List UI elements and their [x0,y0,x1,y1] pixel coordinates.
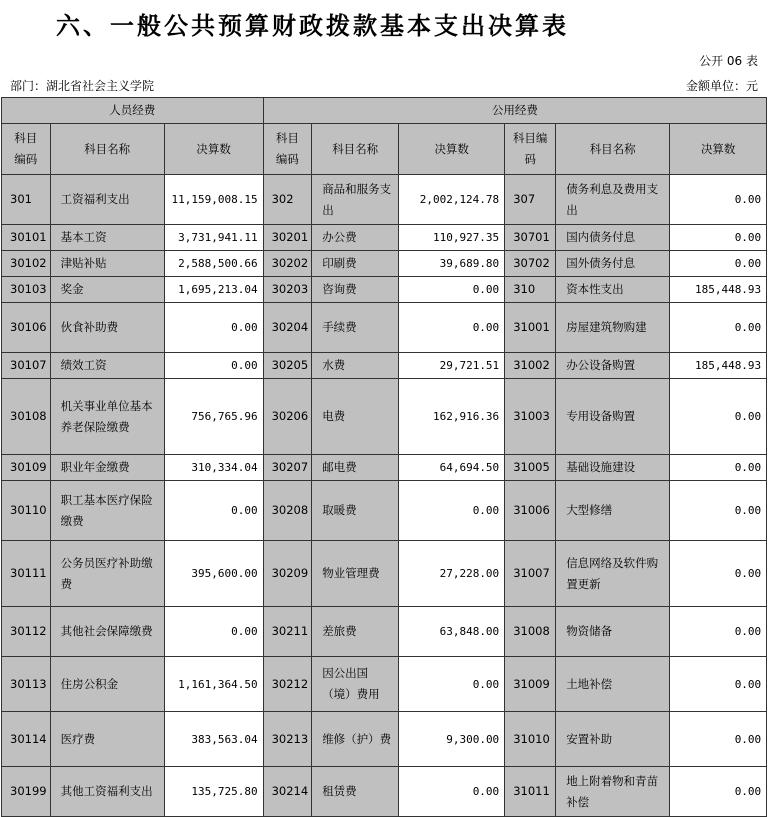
cell-name-2: 租赁费 [312,767,399,817]
cell-name-3: 专用设备购置 [556,379,670,455]
table-row [2,251,767,277]
col-header-code-3: 科目编 码 [505,124,556,175]
table-row [2,303,767,353]
cell-code-2: 302 [263,175,312,225]
cell-code-3: 31011 [505,767,556,817]
cell-amount-3: 0.00 [670,481,767,541]
cell-name-3: 物资储备 [556,607,670,657]
cell-code-1: 301 [2,175,51,225]
cell-amount-1: 395,600.00 [164,541,263,607]
cell-name-1: 津贴补贴 [50,251,164,277]
cell-amount-1: 1,695,213.04 [164,277,263,303]
cell-amount-2: 0.00 [399,767,505,817]
cell-amount-1: 11,159,008.15 [164,175,263,225]
cell-amount-3: 0.00 [670,251,767,277]
table-row [2,455,767,481]
cell-code-2: 30212 [263,657,312,712]
cell-amount-1: 0.00 [164,481,263,541]
cell-name-1: 职工基本医疗保险缴费 [50,481,164,541]
cell-code-3: 30701 [505,225,556,251]
cell-code-3: 31008 [505,607,556,657]
cell-name-2: 取暖费 [312,481,399,541]
cell-code-3: 307 [505,175,556,225]
cell-amount-3: 0.00 [670,225,767,251]
cell-code-2: 30201 [263,225,312,251]
cell-name-1: 奖金 [50,277,164,303]
cell-amount-3: 0.00 [670,303,767,353]
cell-name-1: 绩效工资 [50,353,164,379]
cell-name-3: 资本性支出 [556,277,670,303]
cell-name-1: 伙食补助费 [50,303,164,353]
cell-code-2: 30202 [263,251,312,277]
cell-amount-2: 162,916.36 [399,379,505,455]
cell-code-1: 30103 [2,277,51,303]
cell-name-1: 基本工资 [50,225,164,251]
cell-name-3: 大型修缮 [556,481,670,541]
cell-amount-3: 0.00 [670,379,767,455]
cell-name-3: 房屋建筑物购建 [556,303,670,353]
table-row [2,277,767,303]
col-header-name-3: 科目名称 [556,124,670,175]
cell-amount-2: 2,002,124.78 [399,175,505,225]
cell-name-1: 工资福利支出 [50,175,164,225]
cell-amount-3: 0.00 [670,767,767,817]
cell-amount-2: 29,721.51 [399,353,505,379]
cell-amount-2: 0.00 [399,277,505,303]
cell-code-2: 30205 [263,353,312,379]
cell-amount-1: 3,731,941.11 [164,225,263,251]
cell-name-3: 安置补助 [556,712,670,767]
cell-name-3: 债务利息及费用支出 [556,175,670,225]
cell-name-3: 地上附着物和青苗补偿 [556,767,670,817]
table-row [2,175,767,225]
cell-name-2: 手续费 [312,303,399,353]
cell-code-2: 30207 [263,455,312,481]
cell-name-2: 维修（护）费 [312,712,399,767]
cell-amount-3: 185,448.93 [670,353,767,379]
cell-code-1: 30110 [2,481,51,541]
cell-amount-2: 9,300.00 [399,712,505,767]
cell-code-2: 30211 [263,607,312,657]
cell-code-1: 30108 [2,379,51,455]
cell-amount-3: 185,448.93 [670,277,767,303]
cell-name-2: 物业管理费 [312,541,399,607]
cell-code-3: 31006 [505,481,556,541]
cell-amount-1: 2,588,500.66 [164,251,263,277]
cell-code-2: 30208 [263,481,312,541]
cell-name-2: 邮电费 [312,455,399,481]
cell-code-1: 30199 [2,767,51,817]
table-row [2,607,767,657]
cell-amount-1: 135,725.80 [164,767,263,817]
table-row [2,353,767,379]
cell-amount-3: 0.00 [670,657,767,712]
cell-code-2: 30204 [263,303,312,353]
cell-name-1: 其他工资福利支出 [50,767,164,817]
col-header-amount-1: 决算数 [164,124,263,175]
cell-code-2: 30203 [263,277,312,303]
cell-code-1: 30113 [2,657,51,712]
cell-amount-2: 27,228.00 [399,541,505,607]
cell-amount-3: 0.00 [670,455,767,481]
col-header-code-1: 科目 编码 [2,124,51,175]
cell-code-1: 30111 [2,541,51,607]
cell-name-1: 住房公积金 [50,657,164,712]
cell-code-2: 30209 [263,541,312,607]
cell-amount-2: 63,848.00 [399,607,505,657]
cell-name-3: 办公设备购置 [556,353,670,379]
table-row [2,767,767,817]
cell-code-3: 31003 [505,379,556,455]
cell-code-1: 30112 [2,607,51,657]
cell-amount-3: 0.00 [670,541,767,607]
table-row [2,712,767,767]
table-row [2,657,767,712]
cell-code-1: 30109 [2,455,51,481]
cell-amount-1: 1,161,364.50 [164,657,263,712]
col-header-amount-2: 决算数 [399,124,505,175]
cell-name-2: 电费 [312,379,399,455]
cell-name-2: 差旅费 [312,607,399,657]
cell-amount-1: 0.00 [164,353,263,379]
cell-code-3: 31002 [505,353,556,379]
cell-amount-2: 0.00 [399,303,505,353]
cell-code-3: 30702 [505,251,556,277]
cell-code-2: 30213 [263,712,312,767]
department-label: 部门：湖北省社会主义学院 [10,79,155,93]
cell-name-3: 信息网络及软件购置更新 [556,541,670,607]
cell-amount-2: 64,694.50 [399,455,505,481]
cell-name-1: 公务员医疗补助缴费 [50,541,164,607]
cell-code-3: 31009 [505,657,556,712]
cell-name-3: 基础设施建设 [556,455,670,481]
cell-amount-1: 0.00 [164,607,263,657]
expenditure-table [1,97,767,817]
col-header-amount-3: 决算数 [670,124,767,175]
cell-name-2: 印刷费 [312,251,399,277]
cell-code-3: 31001 [505,303,556,353]
public-group-header: 公用经费 [263,98,767,124]
cell-name-2: 办公费 [312,225,399,251]
cell-code-3: 31005 [505,455,556,481]
cell-name-3: 土地补偿 [556,657,670,712]
cell-name-3: 国内债务付息 [556,225,670,251]
cell-code-1: 30106 [2,303,51,353]
col-header-code-2: 科目 编码 [263,124,312,175]
cell-code-2: 30206 [263,379,312,455]
cell-name-1: 职业年金缴费 [50,455,164,481]
cell-code-3: 310 [505,277,556,303]
cell-name-2: 因公出国（境）费用 [312,657,399,712]
unit-label: 金额单位：元 [685,79,758,93]
cell-amount-3: 0.00 [670,712,767,767]
cell-amount-1: 310,334.04 [164,455,263,481]
cell-name-1: 机关事业单位基本养老保险缴费 [50,379,164,455]
col-header-name-2: 科目名称 [312,124,399,175]
col-header-name-1: 科目名称 [50,124,164,175]
cell-name-2: 商品和服务支出 [312,175,399,225]
table-row [2,379,767,455]
personnel-group-header: 人员经费 [2,98,264,124]
form-code: 公开 06 表 [699,54,758,68]
cell-name-2: 咨询费 [312,277,399,303]
cell-code-1: 30102 [2,251,51,277]
page-title: 六、一般公共预算财政拨款基本支出决算表 [56,11,569,40]
cell-name-3: 国外债务付息 [556,251,670,277]
cell-code-1: 30101 [2,225,51,251]
cell-amount-2: 39,689.80 [399,251,505,277]
cell-amount-1: 0.00 [164,303,263,353]
cell-amount-2: 110,927.35 [399,225,505,251]
table-row [2,481,767,541]
cell-code-3: 31007 [505,541,556,607]
cell-code-1: 30114 [2,712,51,767]
cell-code-3: 31010 [505,712,556,767]
table-row [2,541,767,607]
cell-amount-1: 383,563.04 [164,712,263,767]
cell-code-2: 30214 [263,767,312,817]
cell-amount-2: 0.00 [399,657,505,712]
cell-name-1: 医疗费 [50,712,164,767]
table-row [2,225,767,251]
cell-name-2: 水费 [312,353,399,379]
cell-amount-2: 0.00 [399,481,505,541]
cell-amount-3: 0.00 [670,607,767,657]
cell-amount-3: 0.00 [670,175,767,225]
cell-name-1: 其他社会保障缴费 [50,607,164,657]
cell-amount-1: 756,765.96 [164,379,263,455]
cell-code-1: 30107 [2,353,51,379]
